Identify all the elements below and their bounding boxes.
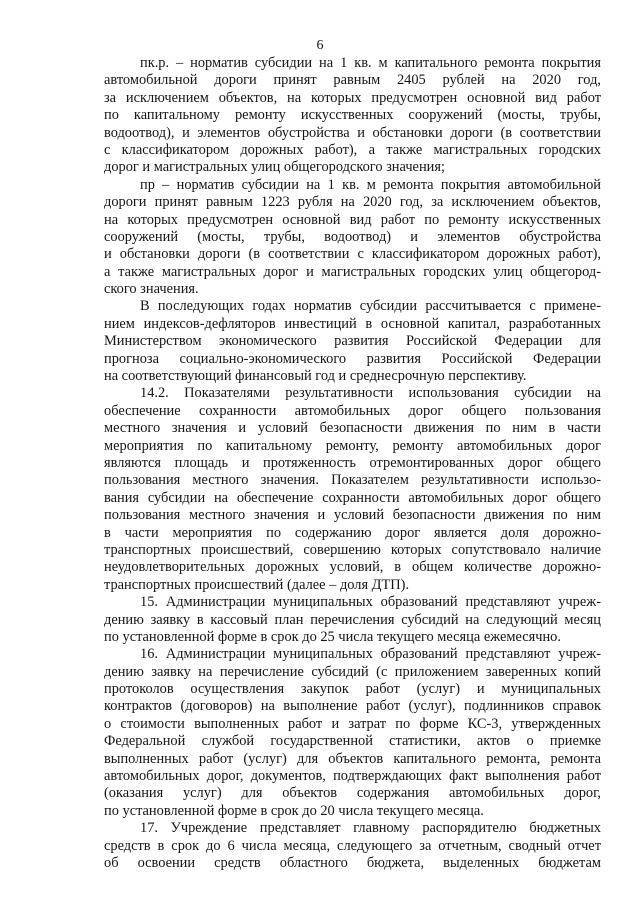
text-line: являются площадь и протяженность отремонтированных дорог общего (104, 454, 601, 471)
text-line: транспортных происшествий (далее – доля ДТП). (104, 576, 410, 593)
text-line: пк.р. – норматив субсидии на 1 кв. м капитального ремонта покрытия (140, 55, 601, 71)
document-body (104, 55, 601, 872)
text-line: мероприятия по капитальному ремонту, ремонту автомобильных дорог (104, 437, 601, 454)
text-line: (оказания услуг) для объектов содержания автомобильных дорог, (104, 785, 601, 802)
paragraph (104, 820, 601, 872)
text-line: нием индексов-дефляторов инвестиций в основной капитал, разработанных (104, 315, 601, 332)
text-line: контрактов (договоров) на выполнение работ (услуг), подлинников справок (104, 698, 601, 715)
text-line: средств в срок до 6 числа месяца, следующего за отчетным, сводный отчет (104, 837, 601, 854)
paragraph (104, 177, 601, 299)
text-line: ского значения. (104, 281, 199, 298)
text-line: пр – норматив субсидии на 1 кв. м ремонта покрытия автомобильной (140, 176, 601, 193)
paragraph (104, 55, 601, 177)
text-line: дению заявку в кассовый план перечисления субсидий на следующий месяц (104, 611, 601, 628)
text-line: дорог и магистральных улиц общегородского значения; (104, 159, 445, 176)
text-line: в части мероприятия по содержанию дорог является доля дорожно- (104, 524, 601, 541)
text-line: 14.2. Показателями результативности использования субсидии на (140, 385, 601, 402)
text-line: а также магистральных дорог и магистральных городских улиц общегород- (104, 263, 601, 280)
text-line: 17. Учреждение представляет главному распорядителю бюджетных (140, 820, 601, 837)
text-line: об освоении средств областного бюджета, выделенных бюджетам (104, 854, 601, 871)
text-line: неудовлетворительных дорожных условий, в общем количестве дорожно- (104, 559, 601, 576)
text-line: о стоимости выполненных работ и затрат по форме КС-3, утвержденных (104, 715, 601, 732)
text-line: за исключением объектов, на которых предусмотрен основной вид работ (104, 89, 601, 106)
text-line: вания субсидии на обеспечение сохранности автомобильных дорог общего (104, 489, 601, 506)
text-line: пользования местного значения и условий безопасности движения по ним (104, 507, 601, 524)
paragraph (104, 594, 601, 646)
paragraph (104, 646, 601, 820)
text-line: водоотвод), и элементов обустройства и обстановки дороги (в соответствии (104, 124, 601, 141)
text-line: 16. Администрации муниципальных образований представляют учреж- (140, 646, 601, 663)
paragraph (104, 385, 601, 594)
text-line: местного значения и условий безопасности движения по ним в части (104, 420, 601, 437)
text-line: на соответствующий финансовый год и среднесрочную перспективу. (104, 368, 527, 385)
text-line: дороги принят равным 1223 рубля на 2020 год, за исключением объектов, (104, 194, 601, 211)
text-line: выполненных работ (услуг) для объектов капитального ремонта, ремонта (104, 750, 601, 767)
text-line: по установленной форме в срок до 20 числа текущего месяца. (104, 802, 484, 819)
text-line: В последующих годах норматив субсидии рассчитывается с примене- (140, 298, 601, 315)
text-line: прогноза социально-экономического развития Российской Федерации (104, 350, 601, 367)
text-line: 15. Администрации муниципальных образований представляют учреж- (140, 594, 601, 611)
text-line: по установленной форме в срок до 25 числа текущего месяца ежемесячно. (104, 628, 561, 645)
text-line: по капитальному ремонту искусственных сооружений (мосты, трубы, (104, 107, 601, 124)
text-line: сооружений (мосты, трубы, водоотвод) и элементов обустройства (104, 228, 601, 245)
text-line: с классификатором дорожных работ), а также магистральных городских (104, 141, 601, 158)
text-line: протоколов осуществления закупок работ (услуг) и муниципальных (104, 681, 601, 698)
text-line: дению заявку на перечисление субсидий (с приложением заверенных копий (104, 663, 601, 680)
paragraph (104, 298, 601, 385)
text-line: Министерством экономического развития Российской Федерации для (104, 333, 601, 350)
page-number: 6 (316, 38, 324, 53)
text-line: и обстановки дороги (в соответствии с классификатором дорожных работ), (104, 246, 601, 263)
text-line: автомобильной дороги принят равным 2405 рублей на 2020 год, (104, 72, 601, 89)
text-line: пользования местного значения. Показателем результативности использо- (104, 472, 601, 489)
text-line: на которых предусмотрен основной вид работ по ремонту искусственных (104, 211, 601, 228)
text-line: автомобильных дорог, документов, подтверждающих факт выполнения работ (104, 768, 601, 785)
text-line: транспортных происшествий, совершению которых сопутствовало наличие (104, 541, 601, 558)
text-line: обеспечение сохранности автомобильных дорог общего пользования (104, 402, 601, 419)
text-line: Федеральной службой государственной статистики, актов о приемке (104, 733, 601, 750)
